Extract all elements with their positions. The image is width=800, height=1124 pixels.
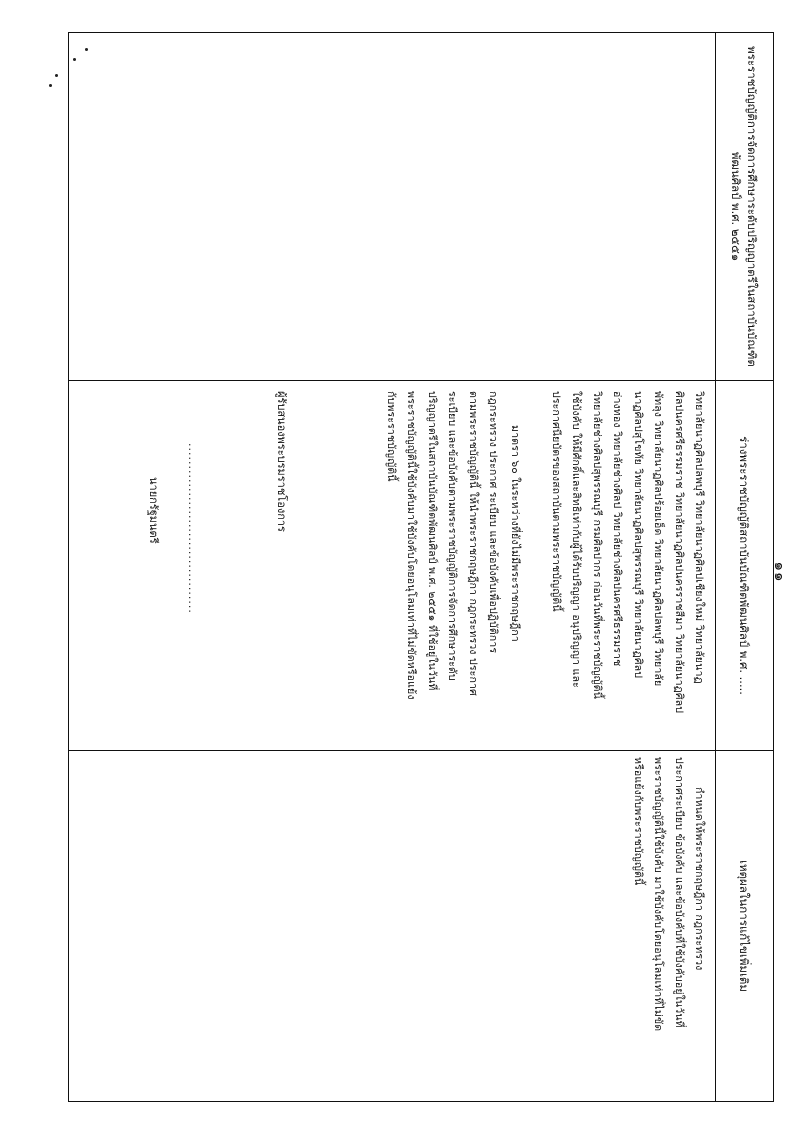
section-60-heading: มาตรา ๖๐ ในระหว่างที่ยังไม่มีพระราชกฤษฎีกา	[509, 425, 521, 642]
text-line: วิทยาลัยนาฏศิลปลพบุรี วิทยาลัยนาฏศิลปเชียงใหม่ วิทยาลัยนาฏ	[693, 391, 705, 684]
text-line: หรือแย้งกับพระราชบัญญัตินี้	[632, 757, 644, 886]
text-line: อ่างทอง วิทยาลัยช่างศิลป วิทยาลัยช่างศิลปนครศรีธรรมราช	[611, 391, 623, 667]
text-line: วิทยาลัยช่างศิลปสุพรรณบุรี กรมศิลปากร ก่อนวันที่พระราชบัญญัตินี้	[591, 391, 603, 699]
text-line: ประกาศนียบัตรของสถาบันตามพระราชบัญญัตินี้	[550, 391, 562, 612]
header-line: เหตุผลในการแก้ไขเพิ่มเติม	[737, 860, 752, 992]
text-line: นาฏศิลปสุโขทัย วิทยาลัยนาฏศิลปสุพรรณบุรี วิทยาลัยนาฏศิลป	[632, 391, 644, 679]
comparison-table	[68, 32, 774, 1102]
column-header-reasons	[715, 751, 773, 1101]
column-body-existing-act	[69, 33, 715, 380]
text-line: ใช้บังคับ ให้มีศักดิ์และสิทธิเท่ากับผู้ได้รับปริญญา อนุปริญญา และ	[570, 391, 582, 688]
text-line: ศิลปนครศรีธรรมราช วิทยาลัยนาฏศิลปนครราชสีมา วิทยาลัยนาฏศิลป	[673, 391, 685, 714]
text-line: พระราชบัญญัตินี้ใช้บังคับ มาใช้บังคับโดยอนุโลมเท่าที่ไม่ขัด	[652, 757, 664, 1032]
text-line: ปริญญาตรีในสถาบันบัณฑิตพัฒนศิลป์ พ.ศ. ๒๕๕๑ ที่ใช้อยู่ในวันที่	[426, 391, 438, 691]
column-body-reasons	[69, 751, 715, 1101]
scan-speck	[55, 74, 58, 77]
text-line: ประกาศระเบียบ ข้อบังคับ และข้อบังคับที่ใช้บังคับอยู่ในวันที่	[673, 757, 685, 1028]
header-line: พระราชบัญญัติการจัดการศึกษาระดับปริญญาตรีในสถาบันบัณฑิต	[745, 46, 760, 367]
text-line: ตามพระราชบัญญัตินี้ ให้นำพระราชกฤษฎีกา กฎกระทรวง ประกาศ	[467, 391, 479, 696]
header-line: พัฒนศิลป์ พ.ศ. ๒๕๕๑	[729, 151, 744, 262]
header-line: ร่างพระราชบัญญัติสถาบันบัณฑิตพัฒนศิลป์ พ.ศ. .....	[737, 436, 752, 695]
scan-speck	[73, 58, 76, 61]
text-line: กับพระราชบัญญัตินี้	[385, 391, 397, 482]
column-header-existing-act	[715, 33, 773, 380]
scan-speck	[49, 84, 52, 87]
text-line: ระเบียบ และข้อบังคับตามพระราชบัญญัติการจัดการศึกษาระดับ	[446, 391, 458, 681]
column-body-draft-act	[69, 381, 715, 750]
text-line: กฎกระทรวง ประกาศ ระเบียบ และข้อบังคับเพื่อปฏิบัติการ	[487, 391, 499, 654]
text-line: พระราชบัญญัตินี้ใช้บังคับมาใช้บังคับโดยอนุโลมเท่าที่ไม่ขัดหรือแย้ง	[405, 391, 417, 700]
countersign-label: ผู้รับสนองพระบรมราชโองการ	[275, 391, 288, 532]
text-line: กำหนดให้พระราชกฤษฎีกา กฎกระทรวง	[693, 787, 705, 971]
page-number: ๑๑	[771, 561, 789, 583]
prime-minister-title: นายกรัฐมนตรี	[147, 477, 160, 544]
column-reasons	[69, 751, 773, 1101]
column-header-draft-act	[715, 381, 773, 750]
text-line: พัทลุง วิทยาลัยนาฏศิลปร้อยเอ็ด วิทยาลัยนาฏศิลปลพบุรี วิทยาลัย	[652, 391, 664, 687]
scan-speck	[85, 48, 88, 51]
column-existing-act	[69, 33, 773, 381]
column-draft-act	[69, 381, 773, 751]
signature-dots: ......................................	[186, 443, 199, 614]
